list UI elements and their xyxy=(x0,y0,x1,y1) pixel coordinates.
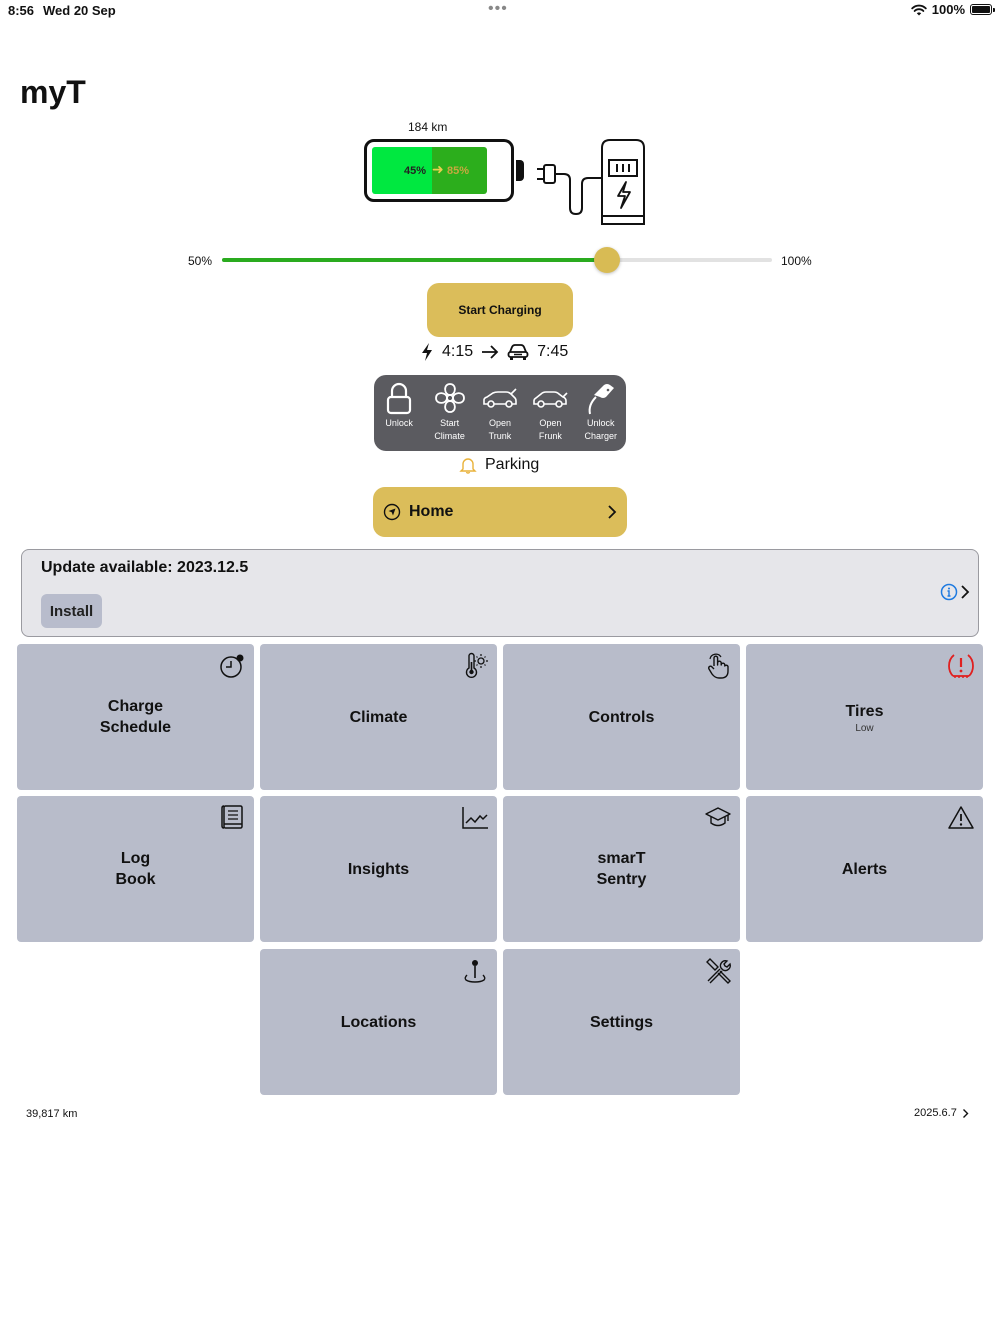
tile-label: Alerts xyxy=(841,860,888,878)
wifi-icon xyxy=(911,4,927,16)
tile-sublabel: Low xyxy=(855,722,874,734)
tile-label: Tires xyxy=(845,702,884,720)
quick-start-climate-label: Start Climate xyxy=(434,418,465,441)
tile-log-book[interactable] xyxy=(17,796,254,942)
chart-line-icon xyxy=(461,804,489,832)
tile-climate[interactable] xyxy=(260,644,497,790)
ready-time: 7:45 xyxy=(537,343,569,360)
car-frunk-icon xyxy=(532,381,568,415)
tile-label: Insights xyxy=(347,860,410,878)
tire-pressure-warning-icon xyxy=(947,652,975,680)
tile-smart-sentry[interactable] xyxy=(503,796,740,942)
chevron-right-icon xyxy=(962,1108,969,1119)
status-right xyxy=(911,2,992,17)
charge-limit-slider-thumb[interactable] xyxy=(594,247,620,273)
update-title: Update available: 2023.12.5 xyxy=(41,559,249,576)
update-banner xyxy=(21,549,979,637)
quick-unlock-charger-button[interactable] xyxy=(577,381,625,443)
bolt-icon xyxy=(420,342,434,362)
charge-timing xyxy=(420,342,568,362)
charge-duration: 4:15 xyxy=(442,343,474,360)
charge-limit-slider-fill xyxy=(222,258,607,262)
charging-station-icon xyxy=(534,138,646,228)
book-icon xyxy=(218,804,246,832)
range-label: 184 km xyxy=(408,120,448,134)
clock-icon xyxy=(218,652,246,680)
status-date: Wed 20 Sep xyxy=(43,3,116,18)
location-home-label: Home xyxy=(409,503,454,520)
chevron-right-icon xyxy=(607,504,617,520)
charge-limit-max-label: 100% xyxy=(781,254,812,268)
quick-unlock-label: Unlock xyxy=(385,418,413,428)
quick-open-trunk-button[interactable] xyxy=(476,381,524,443)
thermometer-icon xyxy=(461,652,489,680)
chevron-right-icon xyxy=(960,584,970,600)
parking-label: Parking xyxy=(485,456,540,473)
tile-label: Locations xyxy=(340,1013,417,1031)
battery-current-percent: 45% xyxy=(404,165,427,177)
tile-label: smarT Sentry xyxy=(596,850,647,888)
tile-label: Log Book xyxy=(115,850,156,888)
parking-status xyxy=(459,456,539,474)
info-icon xyxy=(940,583,958,601)
battery-arrow-icon: ➜ xyxy=(432,161,444,177)
version-link[interactable] xyxy=(914,1107,969,1119)
tools-icon xyxy=(704,957,732,985)
start-charging-button[interactable]: Start Charging xyxy=(427,283,573,337)
tile-insights[interactable] xyxy=(260,796,497,942)
quick-open-trunk-label: Open Trunk xyxy=(488,418,512,441)
bell-icon xyxy=(459,456,477,474)
quick-unlock-charger-label: Unlock Charger xyxy=(584,418,617,441)
tile-alerts[interactable] xyxy=(746,796,983,942)
odometer: 39,817 km xyxy=(26,1108,78,1120)
charger-plug-icon xyxy=(584,381,618,415)
battery-graphic xyxy=(364,139,514,202)
lock-icon xyxy=(384,381,414,415)
tile-charge-schedule[interactable] xyxy=(17,644,254,790)
car-trunk-icon xyxy=(482,381,518,415)
quick-start-climate-button[interactable] xyxy=(426,381,474,443)
location-home-button[interactable] xyxy=(373,487,627,537)
quick-open-frunk-label: Open Frunk xyxy=(538,418,562,441)
battery-target-percent: 85% xyxy=(447,165,470,177)
tile-settings[interactable] xyxy=(503,949,740,1095)
tile-label: Charge Schedule xyxy=(99,698,172,736)
quick-unlock-button[interactable] xyxy=(375,381,423,430)
tile-controls[interactable] xyxy=(503,644,740,790)
fan-icon xyxy=(433,381,467,415)
app-title: myT xyxy=(20,74,86,110)
status-battery-percent: 100% xyxy=(931,2,965,17)
charge-limit-min-label: 50% xyxy=(188,254,213,268)
warning-triangle-icon xyxy=(947,804,975,832)
tile-locations[interactable] xyxy=(260,949,497,1095)
battery-terminal xyxy=(516,160,524,181)
install-update-button[interactable]: Install xyxy=(41,594,102,628)
update-info-link[interactable] xyxy=(940,583,970,601)
tile-label: Settings xyxy=(589,1013,654,1031)
status-time: 8:56 xyxy=(8,3,35,18)
graduation-cap-icon xyxy=(704,804,732,832)
quick-controls-bar xyxy=(374,375,626,451)
arrow-right-icon xyxy=(481,345,499,359)
version-label: 2025.6.7 xyxy=(914,1107,957,1119)
quick-open-frunk-button[interactable] xyxy=(526,381,574,443)
car-front-icon xyxy=(507,344,529,360)
hand-pointer-icon xyxy=(704,652,732,680)
tile-label: Controls xyxy=(588,708,655,726)
navigation-icon xyxy=(383,503,401,521)
tile-label: Climate xyxy=(349,708,408,726)
status-battery-icon xyxy=(970,4,992,15)
joystick-icon xyxy=(461,957,489,985)
multitasking-dots-icon[interactable]: ••• xyxy=(488,0,508,17)
tile-tires[interactable] xyxy=(746,644,983,790)
